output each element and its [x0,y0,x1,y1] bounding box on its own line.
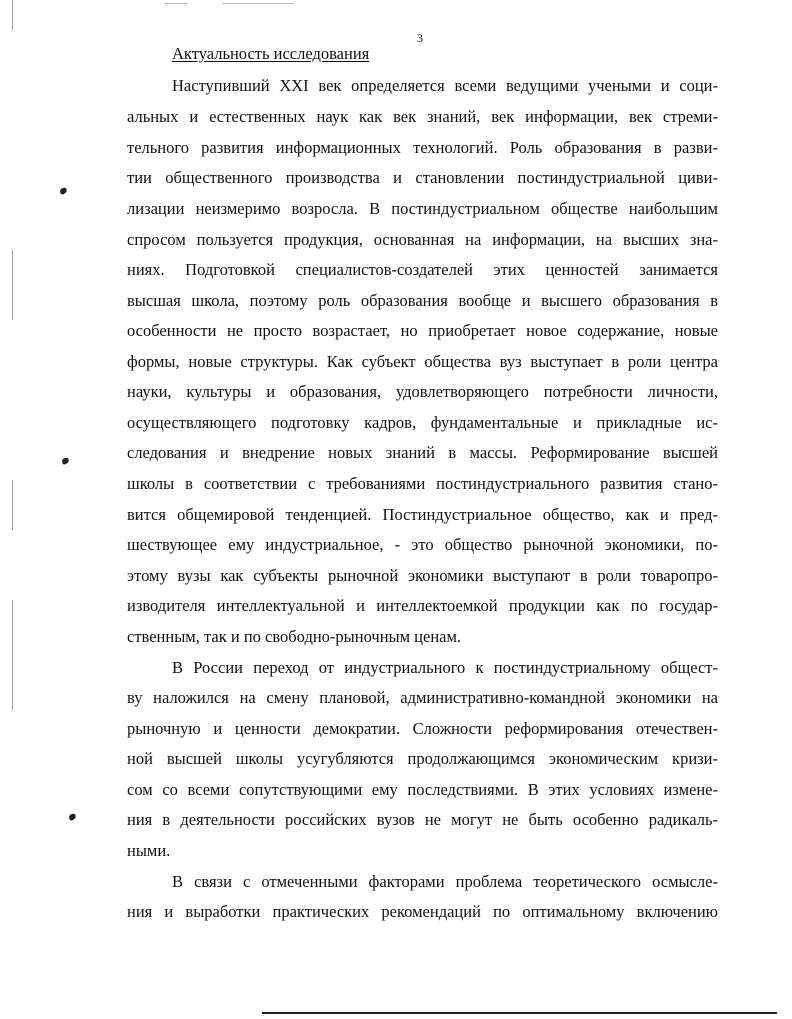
text-line: шествующее ему индустриальное, - это общество рыночной экономики, по- [127,535,718,554]
text-line: ственным, так и по свободно-рыночным ценам. [127,627,462,646]
text-line: вится общемировой тенденцией. Постиндустриальное общество, как и пред- [127,505,718,524]
text-line: Наступивший XXI век определяется всеми ведущими учеными и соци- [172,76,718,95]
scan-speck-3 [68,813,77,821]
text-line: тельного развития информационных технологий. Роль образования в разви- [127,138,718,157]
text-line: особенности не просто возрастает, но приобретает новое содержание, новые [127,321,718,340]
text-line: ной высшей школы усугубляются продолжающимся экономическим кризи- [127,749,718,768]
text-line: тии общественного производства и становлении постиндустриальной циви- [127,168,718,187]
text-line: лизации неизмеримо возросла. В постиндустриальном обществе наибольшим [127,199,718,218]
scan-speck-1 [59,187,68,195]
text-line: В связи с отмеченными факторами проблема теоретического осмысле- [172,872,718,891]
text-line: ву наложился на смену плановой, административно-командной экономики на [127,688,718,707]
scan-artifact-top-mid [222,3,294,4]
scan-edge-left-2 [12,250,13,320]
section-heading: Актуальность исследования [172,44,370,63]
page-number: 3 [417,31,423,45]
text-line: изводителя интеллектуальной и интеллектоемкой продукции как по государ- [127,596,718,615]
scan-artifact-top-left [165,3,187,4]
scan-edge-left-3 [12,480,13,530]
scan-edge-left-1 [12,0,13,30]
text-line: сом со всеми сопутствующими ему последствиями. В этих условиях измене- [127,780,718,799]
text-line: высшая школа, поэтому роль образования вообще и высшего образования в [127,291,718,310]
text-line: ния и выработки практических рекомендаций по оптимальному включению [127,902,718,921]
text-line: осуществляющего подготовку кадров, фундаментальные и прикладные ис- [127,413,718,432]
page-bottom-rule [262,1012,777,1014]
scan-speck-2 [61,457,70,465]
text-line: В России переход от индустриального к постиндустриальному общест- [172,658,718,677]
text-line: ными. [127,841,171,860]
text-line: ниях. Подготовкой специалистов-создателей этих ценностей занимается [127,260,718,279]
text-line: рыночную и ценности демократии. Сложности реформирования отечествен- [127,719,718,738]
text-line: спросом пользуется продукция, основанная на информации, на высших зна- [127,230,718,249]
text-line: формы, новые структуры. Как субъект общества вуз выступает в роли центра [127,352,718,371]
text-line: науки, культуры и образования, удовлетворяющего потребности личности, [127,382,718,401]
text-line: альных и естественных наук как век знаний, век информации, век стреми- [127,107,718,126]
text-line: школы в соответствии с требованиями постиндустриального развития стано- [127,474,718,493]
text-line: ния в деятельности российских вузов не могут не быть особенно радикаль- [127,810,718,829]
text-line: следования и внедрение новых знаний в массы. Реформирование высшей [127,443,718,462]
text-line: этому вузы как субъекты рыночной экономики выступают в роли товаропро- [127,566,718,585]
scan-edge-left-4 [12,600,13,710]
